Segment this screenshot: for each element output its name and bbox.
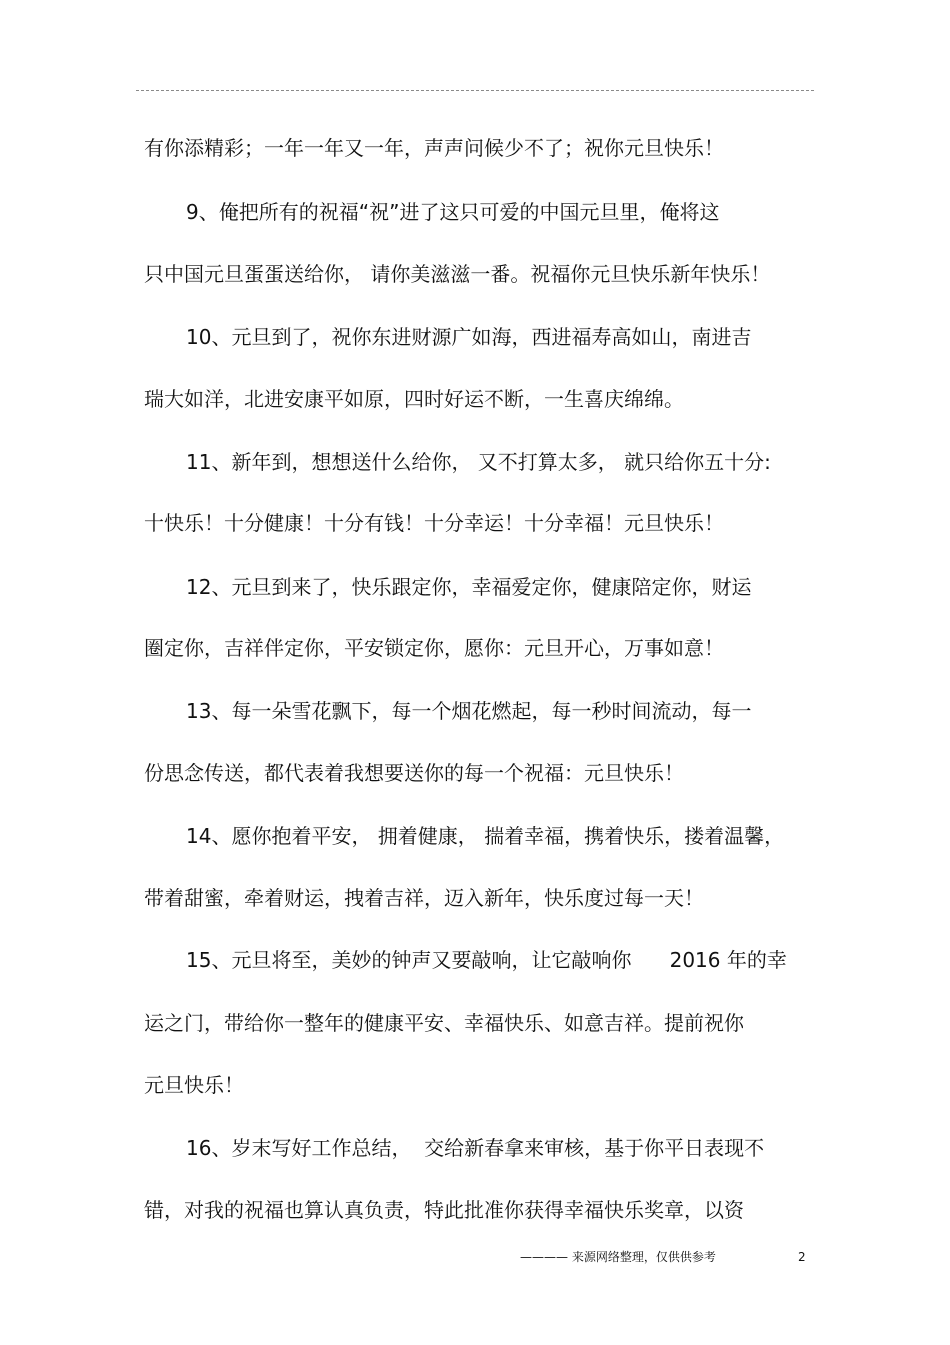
text-line-7: 十快乐！十分健康！十分有钱！十分幸运！十分幸福！元旦快乐！: [144, 511, 724, 535]
text-line-1: 有你添精彩；一年一年又一年，声声问候少不了；祝你元旦快乐！: [144, 136, 724, 160]
footer-source-note: ———— 来源网络整理，仅供供参考: [520, 1250, 716, 1264]
text-line-11: 份思念传送，都代表着我想要送你的每一个祝福：元旦快乐！: [144, 761, 684, 785]
text-line-3: 只中国元旦蛋蛋送给你， 请你美滋滋一番。祝福你元旦快乐新年快乐！: [144, 262, 771, 286]
text-line-17: 16、岁末写好工作总结， 交给新春拿来审核，基于你平日表现不: [186, 1136, 765, 1160]
text-line-18: 错，对我的祝福也算认真负责，特此批准你获得幸福快乐奖章，以资: [144, 1198, 744, 1222]
text-line-14: 15、元旦将至，美妙的钟声又要敲响，让它敲响你 2016 年的幸: [186, 948, 787, 972]
text-line-12: 14、愿你抱着平安， 拥着健康， 揣着幸福，携着快乐，搂着温馨，: [186, 824, 785, 848]
text-line-8: 12、元旦到来了，快乐跟定你，幸福爱定你，健康陪定你，财运: [186, 575, 752, 599]
text-line-10: 13、每一朵雪花飘下，每一个烟花燃起，每一秒时间流动，每一: [186, 699, 752, 723]
text-line-2: 9、俺把所有的祝福“祝”进了这只可爱的中国元旦里，俺将这: [186, 200, 720, 224]
text-line-15: 运之门，带给你一整年的健康平安、幸福快乐、如意吉祥。提前祝你: [144, 1011, 744, 1035]
text-line-6: 11、新年到，想想送什么给你， 又不打算太多， 就只给你五十分:: [186, 450, 771, 474]
text-line-13: 带着甜蜜，牵着财运，拽着吉祥，迈入新年，快乐度过每一天！: [144, 886, 704, 910]
header-divider: [136, 90, 814, 91]
text-line-9: 圈定你，吉祥伴定你，平安锁定你，愿你：元旦开心，万事如意！: [144, 636, 724, 660]
page-number: 2: [798, 1250, 806, 1264]
text-line-5: 瑞大如洋，北进安康平如原，四时好运不断，一生喜庆绵绵。: [144, 387, 684, 411]
text-line-4: 10、元旦到了，祝你东进财源广如海，西进福寿高如山，南进吉: [186, 325, 752, 349]
text-line-16: 元旦快乐！: [144, 1073, 244, 1097]
